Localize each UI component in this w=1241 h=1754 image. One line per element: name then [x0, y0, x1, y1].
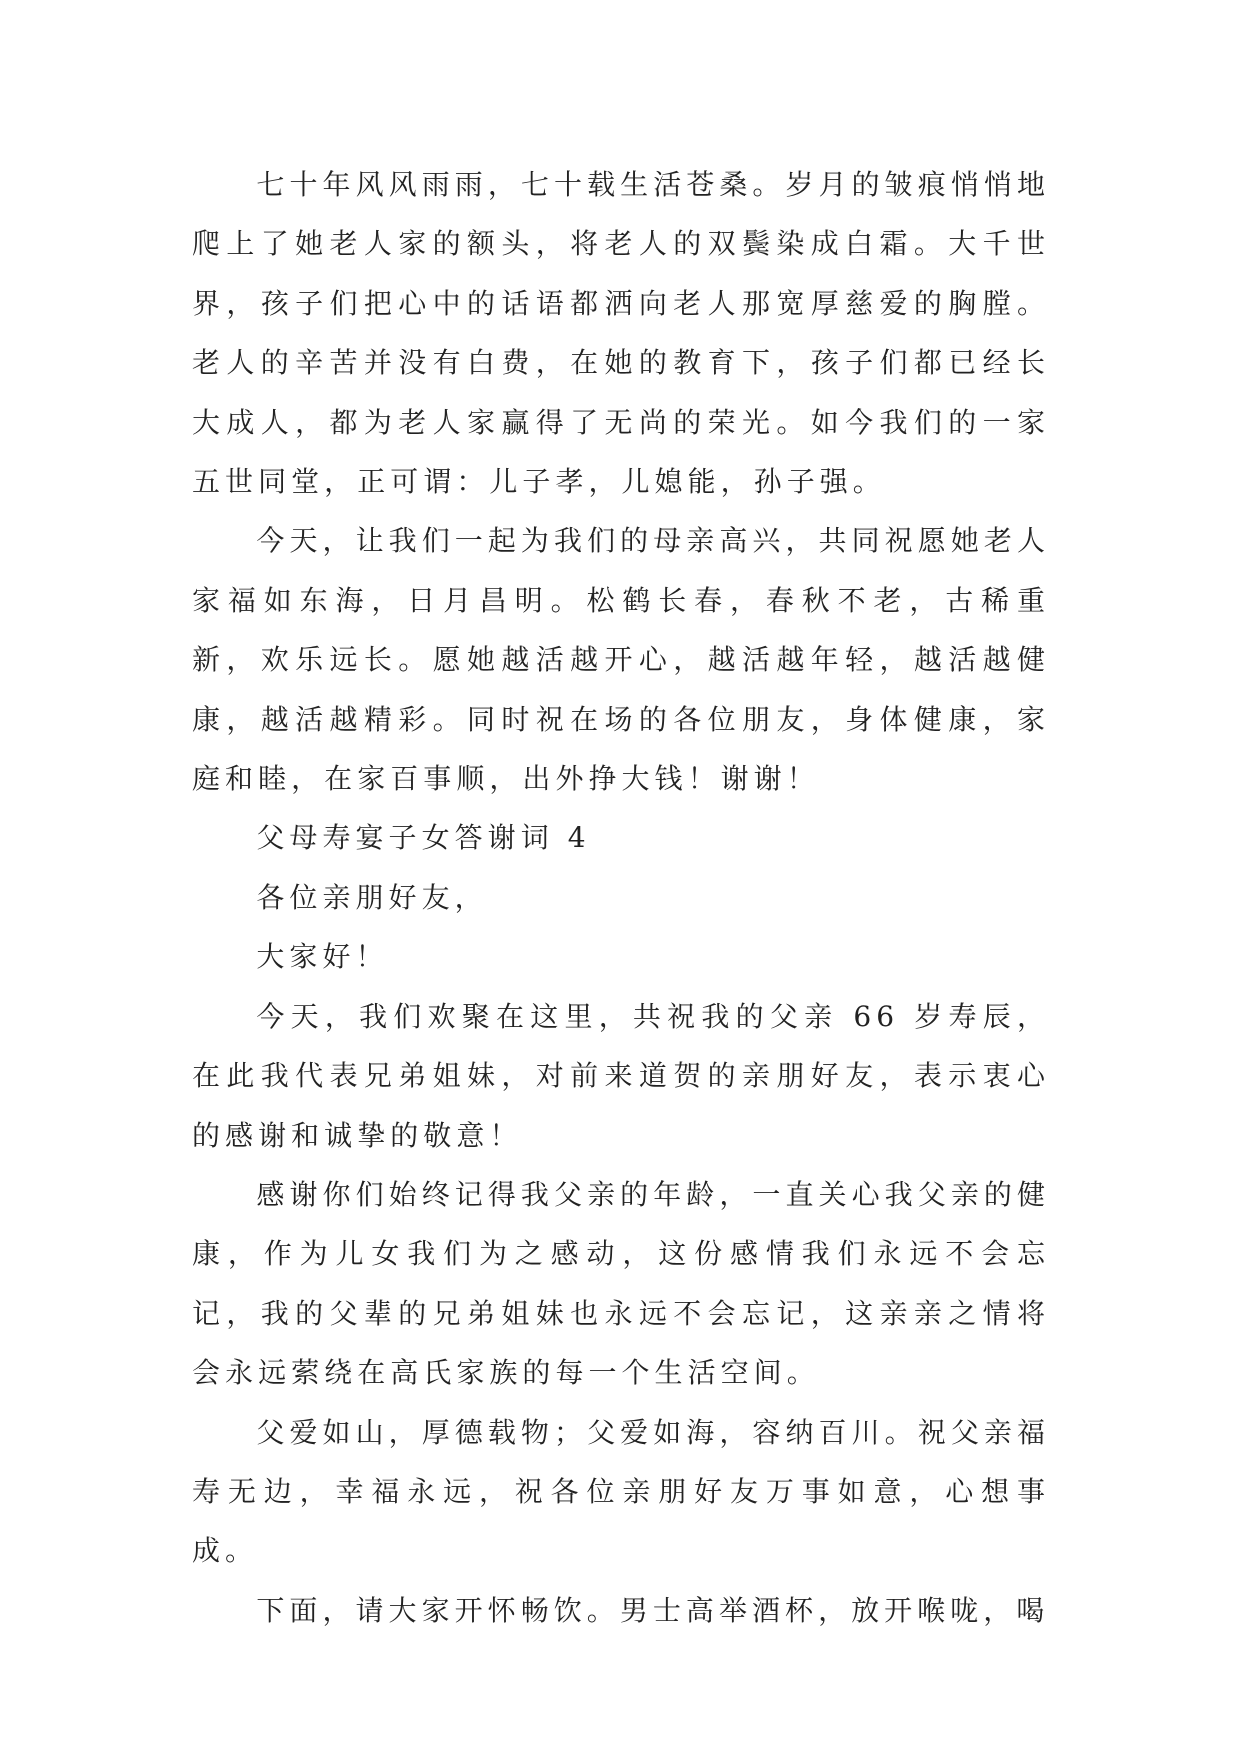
- paragraph-thanks: 感谢你们始终记得我父亲的年龄，一直关心我父亲的健康，作为儿女我们为之感动，这份感情我们永远不会忘记，我的父辈的兄弟姐妹也永远不会忘记，这亲亲之情将会永远萦绕在高氏家族的每一个生活空间。: [192, 1177, 1050, 1390]
- paragraph-birthday-reflection: 七十年风风雨雨，七十载生活苍桑。岁月的皱痕悄悄地爬上了她老人家的额头，将老人的双鬓染成白霜。大千世界，孩子们把心中的话语都洒向老人那宽厚慈爱的胸膛。老人的辛苦并没有白费，在她的教育下，孩子们都已经长大成人，都为老人家赢得了无尚的荣光。如今我们的一家五世同堂，正可谓：儿子孝，儿媳能，孙子强。: [192, 168, 1050, 499]
- greeting: 大家好！: [256, 940, 389, 974]
- paragraph-toast-to-mother: 今天，让我们一起为我们的母亲高兴，共同祝愿她老人家福如东海，日月昌明。松鹤长春，春秋不老，古稀重新，欢乐远长。愿她越活越开心，越活越年轻，越活越健康，越活越精彩。同时祝在场的各位朋友，身体健康，家庭和睦，在家百事顺，出外挣大钱！谢谢！: [192, 524, 1050, 796]
- salutation: 各位亲朋好友，: [256, 880, 488, 914]
- document-body: [192, 155, 1050, 1640]
- paragraph-invitation: 下面，请大家开怀畅饮。男士高举酒杯，放开喉咙，喝: [256, 1593, 1050, 1627]
- section-heading: 父母寿宴子女答谢词 4: [256, 821, 591, 855]
- paragraph-welcome: 今天，我们欢聚在这里，共祝我的父亲 66 岁寿辰，在此我代表兄弟姐妹，对前来道贺的亲朋好友，表示衷心的感谢和诚挚的敬意！: [192, 999, 1050, 1152]
- paragraph-blessing: 父爱如山，厚德载物；父爱如海，容纳百川。祝父亲福寿无边，幸福永远，祝各位亲朋好友万事如意，心想事成。: [192, 1415, 1050, 1568]
